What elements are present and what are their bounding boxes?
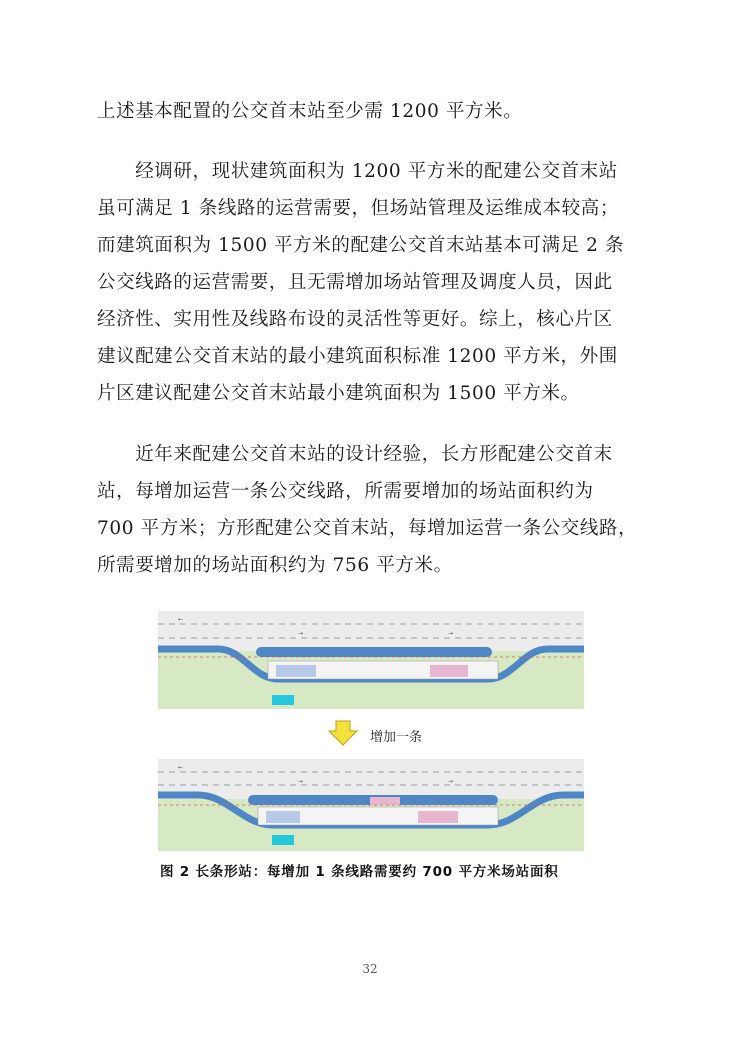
direction-arrow: ←: [178, 616, 184, 623]
paragraph-line: 所需要增加的场站面积约为 756 平方米。: [97, 555, 453, 576]
paragraph-line: 上述基本配置的公交首末站至少需 1200 平方米。: [97, 101, 523, 122]
paragraph-line: 公交线路的运营需要，且无需增加场站管理及调度人员，因此: [97, 272, 613, 293]
road: [158, 759, 584, 799]
paragraph-line: 建议配建公交首末站的最小建筑面积标准 1200 平方米，外围: [97, 346, 618, 367]
platform-strip: [256, 647, 492, 657]
paragraph-line: 虽可满足 1 条线路的运营需要，但场站管理及运维成本较高；: [97, 198, 619, 219]
paragraph-line: 近年来配建公交首末站的设计经验，长方形配建公交首末: [97, 444, 613, 465]
direction-arrow: →: [448, 778, 454, 785]
bus-bay: [266, 811, 300, 823]
bus-bay: [430, 665, 468, 677]
paragraph-1: [97, 93, 657, 130]
bus-bay: [418, 811, 458, 823]
paragraph-line: 700 平方米；方形配建公交首末站，每增加运营一条公交线路，: [97, 518, 638, 539]
bus-bay: [276, 665, 316, 677]
station-layout-figure: [158, 609, 584, 851]
cyan-block: [272, 835, 294, 845]
arrow-label: 增加一条: [370, 730, 423, 745]
paragraph-line: 经济性、实用性及线路布设的灵活性等更好。综上，核心片区: [97, 309, 613, 330]
increase-arrow: [329, 721, 357, 745]
direction-arrow: →: [448, 630, 454, 637]
page-number: 32: [362, 962, 378, 976]
direction-arrow: →: [298, 778, 304, 785]
down-arrow-icon: [329, 721, 357, 745]
road: [158, 611, 584, 651]
paragraph-3: [97, 436, 657, 584]
figure-caption: 图 2 长条形站：每增加 1 条线路需要约 700 平方米场站面积: [160, 864, 559, 880]
paragraph-line: 站，每增加运营一条公交线路，所需要增加的场站面积约为: [97, 481, 594, 502]
direction-arrow: ←: [178, 764, 184, 771]
layout-after: [158, 759, 584, 851]
paragraph-line: 经调研，现状建筑面积为 1200 平方米的配建公交首末站: [97, 161, 618, 182]
layout-before: [158, 611, 584, 709]
paragraph-2: [97, 153, 657, 412]
cyan-block: [272, 695, 294, 705]
paragraph-line: 而建筑面积为 1500 平方米的配建公交首末站基本可满足 2 条: [97, 235, 625, 256]
bus-bay: [370, 797, 400, 805]
paragraph-line: 片区建议配建公交首末站最小建筑面积为 1500 平方米。: [97, 383, 580, 404]
direction-arrow: →: [298, 630, 304, 637]
